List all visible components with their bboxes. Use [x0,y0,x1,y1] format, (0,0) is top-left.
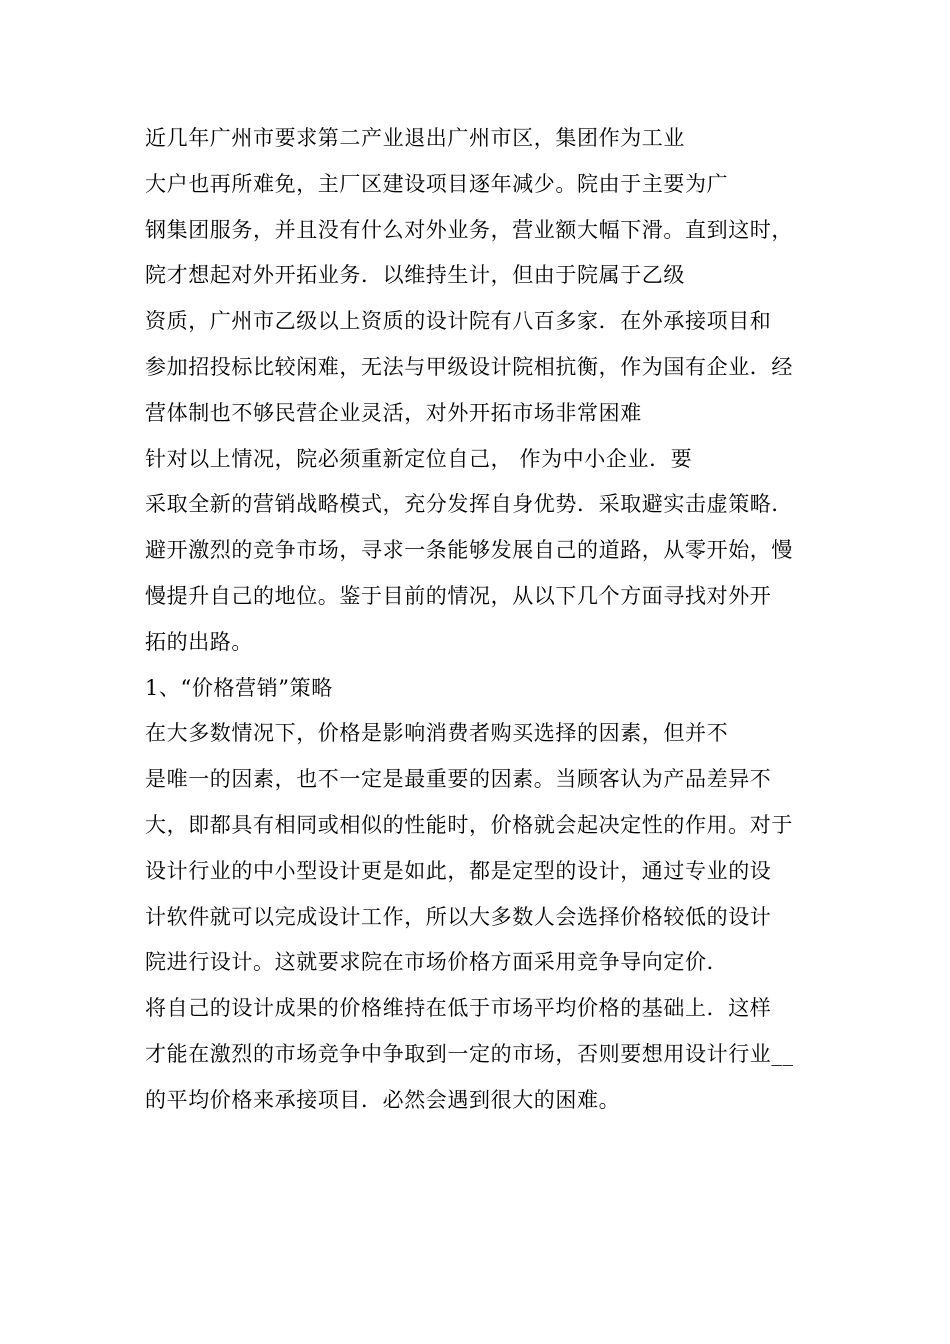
text-line: 避开激烈的竞争市场，寻求一条能够发展自己的道路，从零开始，慢 [145,538,793,563]
document-body [145,116,845,1124]
text-line: 参加招投标比较闲难，无法与甲级设计院相抗衡，作为国有企业．经 [145,354,793,379]
text-line: 的平均价格来承接项目．必然会遇到很大的困难。 [145,1087,621,1112]
text-line: 在大多数情况下，价格是影响消费者购买选择的因素，但并不 [145,721,729,746]
text-line: 近几年广州市要求第二产业退出广州市区，集团作为工业 [145,126,685,150]
text-line: 设计行业的中小型设计更是如此，都是定型的设计，通过专业的设 [145,858,772,883]
text-line: 拓的出路。 [145,629,253,654]
text-line: 计软件就可以完成设计工作，所以大多数人会选择价格较低的设计 [145,904,772,929]
text-line: 慢提升自己的地位。鉴于目前的情况，从以下几个方面寻找对外开 [145,583,772,608]
text-line: 资质，广州市乙级以上资质的设计院有八百多家．在外承接项目和 [145,309,772,334]
text-line: 营体制也不够民营企业灵活，对外开拓市场非常困难 [145,400,642,425]
text-line: 大，即都具有相同或相似的性能时，价格就会起决定性的作用。对于 [145,812,793,837]
text-line: 针对以上情况，院必须重新定位自己， 作为中小企业．要 [145,446,693,471]
text-line: 院才想起对外开拓业务．以维持生计，但由于院属于乙级 [145,263,685,288]
text-line: 将自己的设计成果的价格维持在低于市场平均价格的基础上．这样 [145,996,772,1021]
text-line: 院进行设计。这就要求院在市场价格方面采用竞争导向定价． [145,950,729,975]
text-line: 才能在激烈的市场竞争中争取到一定的市场，否则要想用设计行业__ [145,1041,794,1066]
text-line: 采取全新的营销战略模式，充分发挥自身优势．采取避实击虚策略． [145,492,793,517]
text-line: 大户也再所难免，主厂区建设项目逐年减少。院由于主要为广 [145,171,729,196]
text-line: 钢集团服务，并且没有什么对外业务，营业额大幅下滑。直到这时， [145,217,793,242]
text-line: 是唯一的因素，也不一定是最重要的因素。当顾客认为产品差异不 [145,767,772,792]
section-heading: 1、“价格营销”策略 [145,675,333,700]
